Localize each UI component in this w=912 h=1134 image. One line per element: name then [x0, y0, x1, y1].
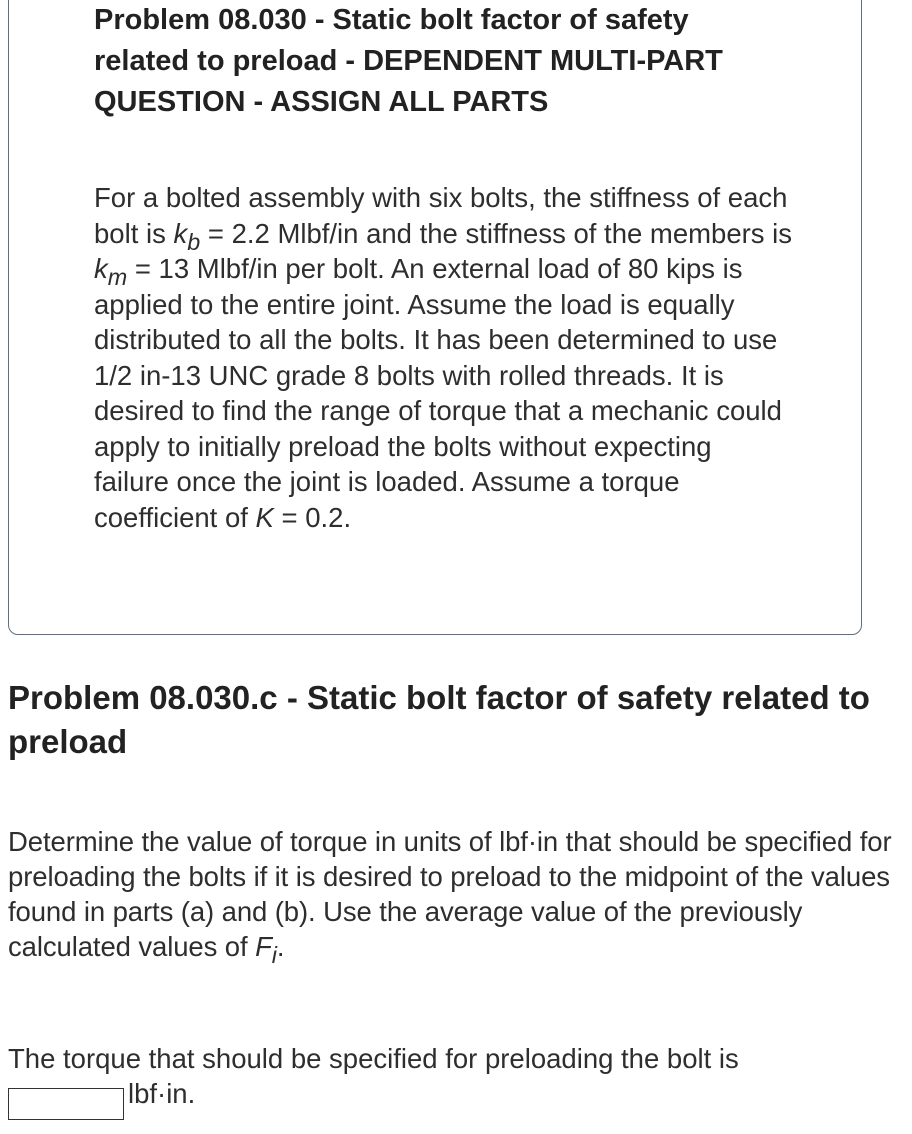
answer-prompt: The torque that should be specified for preloading the bolt is — [8, 1043, 739, 1074]
problem-description: For a bolted assembly with six bolts, the stiffness of each bolt is $k_b = 2.2$ Mlbf/in and the stiffness of the members is $k_m = 13$ Mlbf/in per bolt. An external load of 80 kips is applied to the entire joint. Assume the load is equally distributed to all the bolts. It has been determined to use 1/2 in-13 UNC grade 8 bolts with rolled threads. It is desired to find the range of torque that a mechanic could apply to initially preload the bolts without expecting failure once the joint is loaded. Assume a torque coefficient of K = 0.2. — [94, 182, 793, 533]
answer-statement — [8, 1041, 908, 1120]
torque-answer-input[interactable] — [8, 1088, 124, 1120]
question-text: Determine the value of torque in units of lbf·in that should be specified for preloading the bolts if it is desired to preload to the midpoint of the values found in parts (a) and (b). Use the average value of the previously calculated values of $F_i$. — [8, 826, 892, 968]
answer-unit: lbf·in. — [128, 1078, 196, 1109]
part-title: Problem 08.030.c - Static bolt factor of safety related to preload — [8, 679, 870, 760]
problem-title: Problem 08.030 - Static bolt factor of safety related to preload - DEPENDENT MULTI-PART QUESTION - ASSIGN ALL PARTS — [94, 4, 723, 118]
